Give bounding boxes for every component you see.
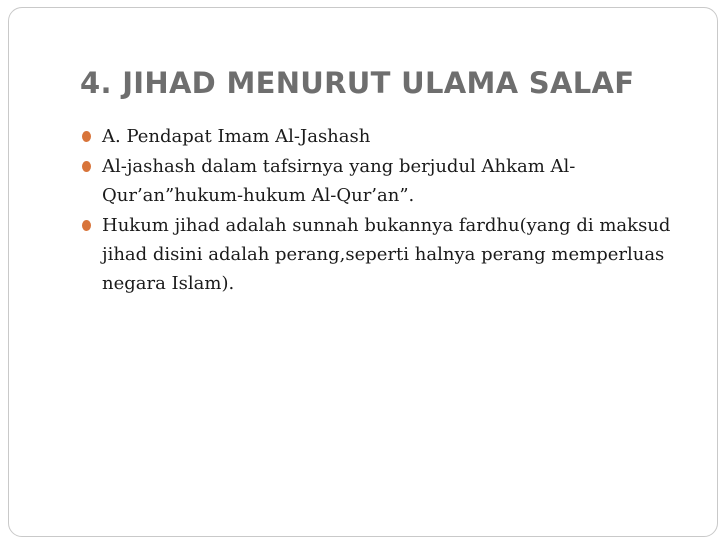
slide-title: 4. JIHAD MENURUT ULAMA SALAF xyxy=(80,66,635,100)
bullet-text: Al-jashash dalam tafsirnya yang berjudul Ahkam Al-Qur’an”hukum-hukum Al-Qur’an”. xyxy=(102,156,576,206)
bullet-text: A. Pendapat Imam Al-Jashash xyxy=(102,126,371,147)
bullet-item xyxy=(82,122,682,151)
bullet-list xyxy=(82,122,682,299)
bullet-item xyxy=(82,152,682,210)
bullet-icon xyxy=(82,131,91,142)
bullet-icon xyxy=(82,220,91,231)
bullet-text: Hukum jihad adalah sunnah bukannya fardhu(yang di maksud jihad disini adalah perang,seperti halnya perang memperluas negara Islam). xyxy=(102,215,671,294)
bullet-icon xyxy=(82,161,91,172)
bullet-item xyxy=(82,211,682,298)
